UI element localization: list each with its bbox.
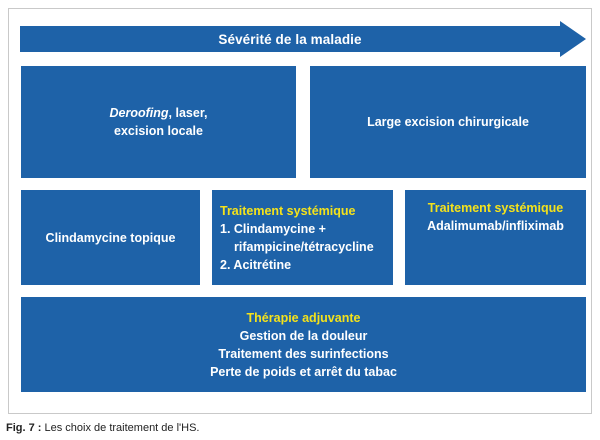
topical-text: Clindamycine topique: [45, 230, 176, 245]
systemic-biologics-title: Traitement systémique: [427, 201, 564, 215]
adjuvant-item: Perte de poids et arrêt du tabac: [210, 364, 397, 379]
adjuvant-item: Gestion de la douleur: [239, 328, 368, 343]
local-surgery-line2: excision locale: [114, 124, 203, 138]
systemic-item1-a: 1. Clindamycine +: [220, 221, 326, 236]
box-systemic-antibiotics: [212, 190, 393, 285]
systemic-item1-b: rifampicine/tétracycline: [234, 239, 374, 254]
systemic-antibiotics-title: Traitement systémique: [220, 203, 356, 218]
large-excision-text: Large excision chirurgicale: [367, 115, 529, 129]
adjuvant-item: Traitement des surinfections: [218, 346, 389, 361]
box-large-excision: [310, 66, 586, 178]
local-surgery-line1-rest: , laser,: [168, 106, 208, 120]
systemic-biologics-text: Adalimumab/infliximab: [427, 219, 564, 233]
local-surgery-line1: [110, 104, 208, 122]
deroofing-term: Deroofing: [109, 106, 169, 120]
box-adjuvant-therapy: [21, 297, 586, 392]
caption-text: Les choix de traitement de l'HS.: [41, 422, 200, 434]
figure-caption: [6, 422, 199, 434]
adjuvant-title: Thérapie adjuvante: [246, 310, 361, 325]
box-systemic-biologics: [405, 190, 586, 285]
severity-arrow-label: Sévérité de la maladie: [218, 31, 362, 47]
box-local-surgery: [21, 66, 296, 178]
systemic-item2: 2. Acitrétine: [220, 257, 292, 272]
box-topical-clindamycin: [21, 190, 200, 285]
caption-label: Fig. 7 :: [6, 422, 42, 434]
